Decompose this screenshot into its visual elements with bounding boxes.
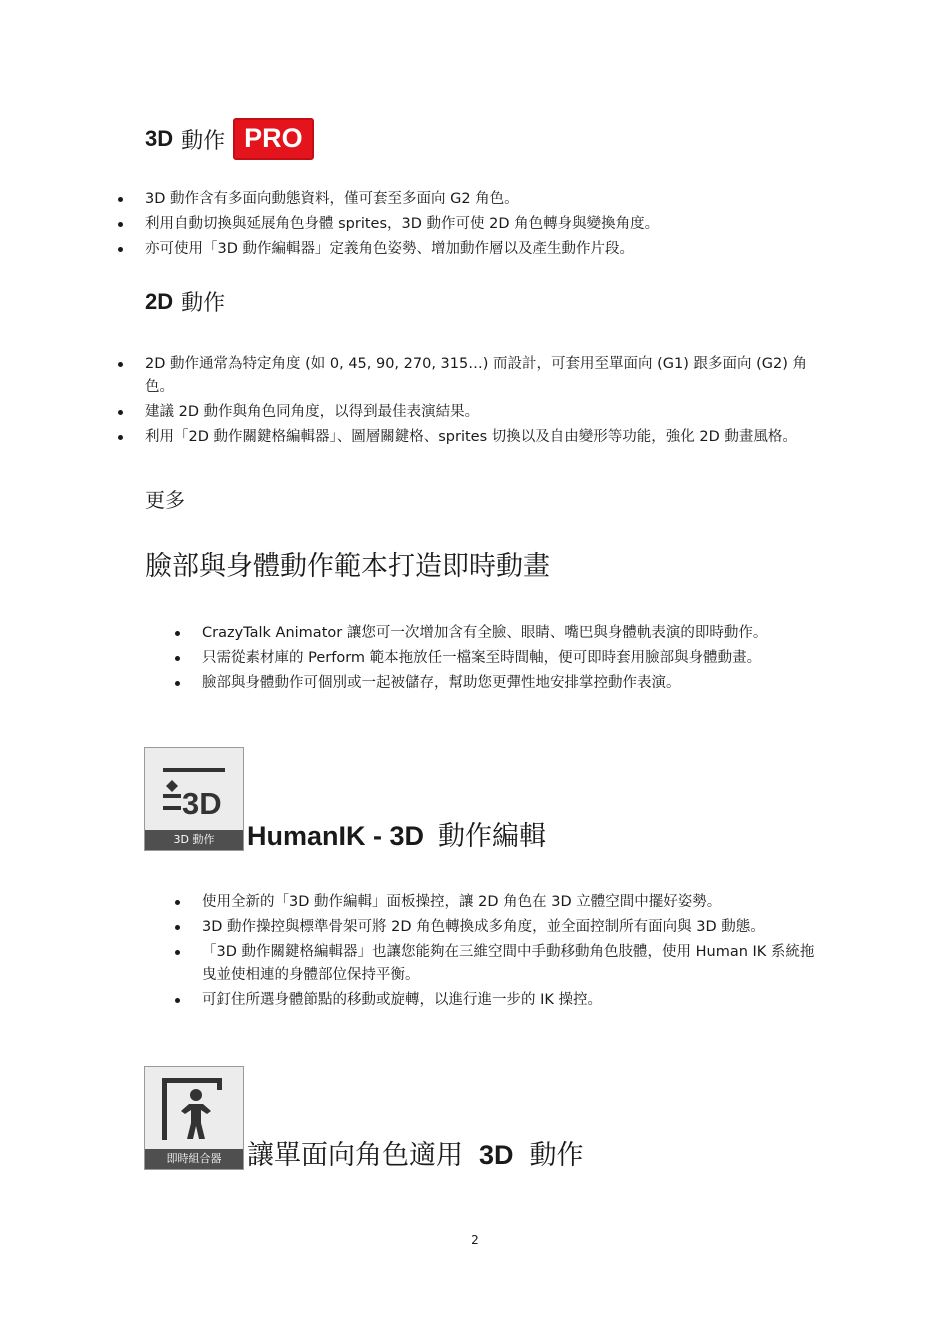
figure-icon <box>145 1067 243 1149</box>
list-item: 利用「2D 動作關鍵格編輯器」、圖層關鍵格、sprites 切換以及自由變形等功能，強化 2D 動畫風格。 <box>145 426 815 449</box>
section-humanik-bullets <box>202 891 817 1014</box>
motion-3d-icon <box>144 747 244 851</box>
list-item: 可釘住所選身體節點的移動或旋轉，以進行進一步的 IK 操控。 <box>202 989 817 1012</box>
heading-cjk: 動作 <box>181 291 226 316</box>
section-face-title: 臉部與身體動作範本打造即時動畫 <box>145 551 550 582</box>
section-humanik-title <box>247 814 546 853</box>
section-face-bullets <box>202 622 817 697</box>
3d-motion-icon <box>145 748 243 830</box>
title-post: 動作 <box>529 1140 584 1171</box>
heading-latin: 3D <box>145 126 174 151</box>
list-item: 使用全新的「3D 動作編輯」面板操控，讓 2D 角色在 3D 立體空間中擺好姿勢。 <box>202 891 817 914</box>
section-single-title <box>247 1133 584 1172</box>
section-3d-bullets <box>145 188 815 263</box>
icon-3d-text: 3D <box>182 786 222 821</box>
list-item: 亦可使用「3D 動作編輯器」定義角色姿勢、增加動作層以及產生動作片段。 <box>145 238 815 261</box>
section-3d-heading <box>145 118 314 160</box>
list-item: 只需從素材庫的 Perform 範本拖放任一檔案至時間軸，便可即時套用臉部與身體動畫。 <box>202 647 817 670</box>
live-composer-icon <box>144 1066 244 1170</box>
icon-label: 即時組合器 <box>145 1149 243 1169</box>
section-2d-heading <box>145 286 225 317</box>
list-item: 臉部與身體動作可個別或一起被儲存，幫助您更彈性地安排掌控動作表演。 <box>202 672 817 695</box>
icon-label: 3D 動作 <box>145 830 243 850</box>
list-item: 利用自動切換與延展角色身體 sprites，3D 動作可使 2D 角色轉身與變換角度。 <box>145 213 815 236</box>
list-item: CrazyTalk Animator 讓您可一次增加含有全臉、眼睛、嘴巴與身體軌表演的即時動作。 <box>202 622 817 645</box>
heading-cjk: 動作 <box>181 128 226 154</box>
title-pre: 讓單面向角色適用 <box>247 1140 463 1171</box>
title-latin: HumanIK - 3D <box>247 821 425 851</box>
list-item: 建議 2D 動作與角色同角度，以得到最佳表演結果。 <box>145 401 815 424</box>
more-link[interactable]: 更多 <box>145 488 185 512</box>
heading-latin: 2D <box>145 288 174 314</box>
section-2d-bullets <box>145 353 815 451</box>
list-item: 2D 動作通常為特定角度 (如 0, 45, 90, 270, 315…) 而設計，可套用至單面向 (G1) 跟多面向 (G2) 角色。 <box>145 353 815 399</box>
list-item: 3D 動作含有多面向動態資料，僅可套至多面向 G2 角色。 <box>145 188 815 211</box>
page-number: 2 <box>471 1233 479 1247</box>
title-cjk: 動作編輯 <box>438 821 547 852</box>
title-latin: 3D <box>479 1140 514 1170</box>
pro-badge: PRO <box>233 118 314 160</box>
list-item: 3D 動作操控與標準骨架可將 2D 角色轉換成多角度，並全面控制所有面向與 3D 動態。 <box>202 916 817 939</box>
list-item: 「3D 動作關鍵格編輯器」也讓您能夠在三維空間中手動移動角色肢體，使用 Human IK 系統拖曳並使相連的身體部位保持平衡。 <box>202 941 817 987</box>
